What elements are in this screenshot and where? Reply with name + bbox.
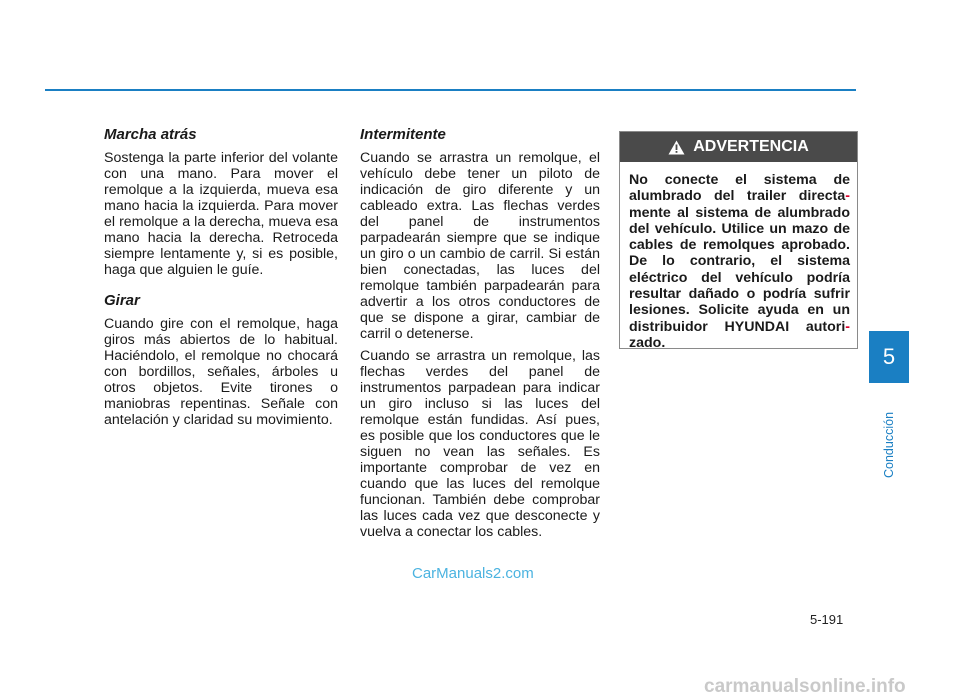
section-title-marcha-atras: Marcha atrás (104, 126, 197, 143)
warning-box (619, 131, 858, 349)
warning-hyphen-2: - (845, 318, 850, 335)
section-body-girar: Cuando gire con el remolque, haga giros más abiertos de lo habitual. Haciéndolo, el remolque no chocará con bordillos, señales, árboles u otros objetos. Evite tirones o maniobras repentinas. Señale con antelación y claridad su movimiento. (104, 316, 338, 428)
warning-hyphen-1: - (845, 188, 850, 205)
watermark-footer[interactable]: carmanualsonline.info (704, 676, 906, 697)
section-body-marcha-atras: Sostenga la parte inferior del volante con una mano. Para mover el remolque a la izquierda, mueva esa mano hacia la izquierda. Para mover el remolque a la derecha, mueva esa mano hacia la derecha. Retroceda siempre lentamente y, si es posible, haga que alguien le guíe. (104, 150, 338, 278)
warning-text (620, 162, 857, 351)
chapter-tab[interactable]: 5 (869, 331, 909, 383)
warning-text-c: zado. (629, 334, 666, 351)
intermitente-paragraph-2: Cuando se arrastra un remolque, las flechas verdes del panel de instrumentos parpadean para indicar un giro incluso si las luces del remolque están fundidas. Así pues, es posible que los conductores que le siguen no vean las señales. Es importante comprobar de vez en cuando que las luces del remolque funcionan. También debe comprobar las luces cada vez que desconecte y vuelva a conectar los cables. (360, 348, 600, 540)
warning-triangle-icon (668, 140, 685, 155)
warning-header (620, 132, 857, 162)
section-title-girar: Girar (104, 292, 140, 309)
middle-column (360, 126, 600, 546)
warning-text-b: mente al sistema de alumbrado del vehículo. Utilice un mazo de cables de remolques aprobado. De lo contrario, el sistema eléctrico del vehículo podría resultar dañado o podría sufrir lesiones. Solicite ayuda en un distribuidor HYUNDAI autori (629, 204, 850, 335)
chapter-label: Conducción (882, 411, 896, 478)
left-column (104, 126, 338, 434)
page-number: 5-191 (810, 612, 844, 627)
intermitente-paragraph-1: Cuando se arrastra un remolque, el vehículo debe tener un piloto de indicación de giro diferente y un cableado extra. Las flechas verdes del panel de instrumentos parpadearán siempre que se indique un giro o un cambio de carril. Si están bien conectadas, las luces del remolque también parpadearán para advertir a los otros conductores de que se dispone a girar, cambiar de carril o detenerse. (360, 150, 600, 342)
warning-title: ADVERTENCIA (693, 138, 809, 155)
section-title-intermitente: Intermitente (360, 126, 446, 143)
warning-text-a: No conecte el sistema de alumbrado del trailer directa (629, 172, 850, 205)
watermark-mid[interactable]: CarManuals2.com (412, 565, 534, 582)
top-rule (45, 89, 856, 91)
